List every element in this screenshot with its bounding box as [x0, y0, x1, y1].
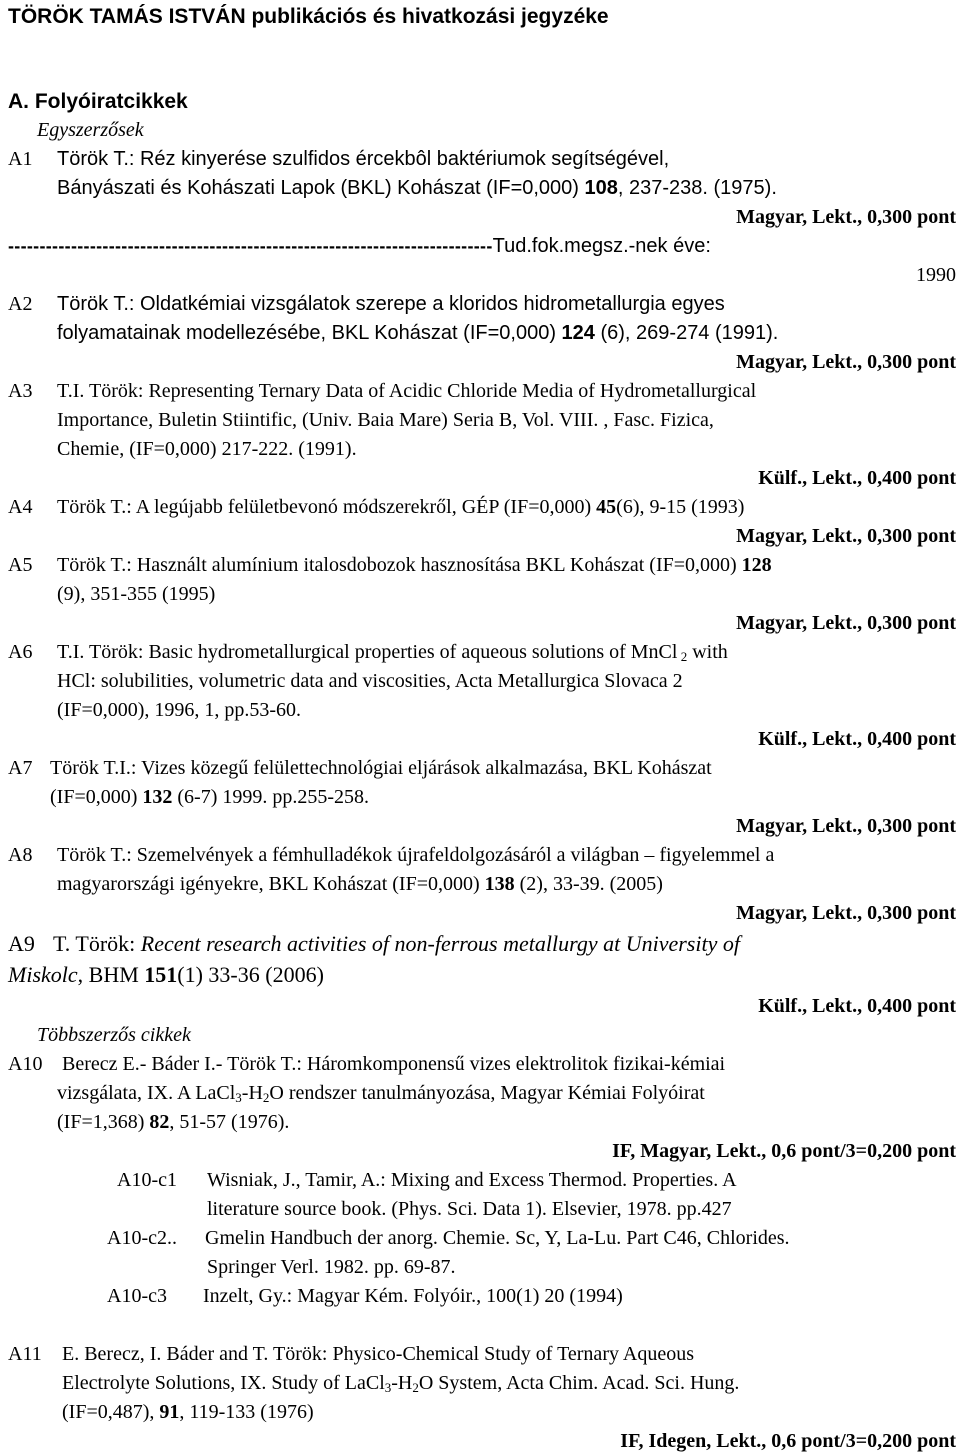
citation-a10-c2-line1: Gmelin Handbuch der anorg. Chemie. Sc, Y, La-Lu. Part C46, Chlorides.	[205, 1227, 790, 1249]
entry-a3-id: A3	[8, 380, 33, 402]
entry-a9-id: A9	[8, 931, 35, 956]
citation-text: (6), 9-15 (1993)	[616, 496, 745, 518]
rating: Külf., Lekt., 0,400 pont	[758, 995, 956, 1017]
entry-a11-line2	[62, 1369, 739, 1398]
degree-year-label: Tud.fok.megsz.-nek éve:	[492, 235, 711, 257]
page-title: TÖRÖK TAMÁS ISTVÁN publikációs és hivatkozási jegyzéke	[8, 5, 609, 28]
volume: 108	[584, 177, 618, 199]
citation-text: : Szemelvények a fémhulladékok újrafeldolgozásáról a világban – figyelemmel a	[126, 844, 775, 866]
entry-a3-line3: Chemie, (IF=0,000) 217-222. (1991).	[57, 438, 357, 460]
entry-a2-line2	[57, 319, 778, 348]
subscript: 2	[677, 649, 688, 664]
citation-text: with	[687, 641, 728, 663]
citation-a10-c1-label: A10-c1	[117, 1169, 177, 1191]
author: Török T.I.	[50, 757, 131, 779]
citation-text: : A legújabb felületbevonó módszerekről, GÉP (IF=0,000)	[126, 496, 597, 518]
entry-a6-line2: HCl: solubilities, volumetric data and viscosities, Acta Metallurgica Slovaca 2	[57, 670, 683, 692]
entry-a9-line1	[53, 929, 740, 958]
volume: 128	[741, 554, 772, 576]
entry-a1-line1: Török T.: Réz kinyerése szulfidos ércekbôl baktériumok segítségével,	[57, 148, 670, 170]
author: Török T.	[57, 844, 127, 866]
citation-text: O System, Acta Chim. Acad. Sci. Hung.	[418, 1372, 740, 1394]
volume: 91	[159, 1401, 180, 1423]
rating: Külf., Lekt., 0,400 pont	[758, 728, 956, 750]
citation-text: -H	[241, 1082, 263, 1104]
entry-a6-id: A6	[8, 641, 33, 663]
entry-a11-id: A11	[8, 1343, 42, 1365]
volume: 151	[144, 962, 178, 987]
rating: Külf., Lekt., 0,400 pont	[758, 467, 956, 489]
author: Török T.	[57, 293, 129, 315]
entry-a10-line3	[57, 1108, 289, 1137]
subscript: 3	[384, 1380, 392, 1395]
volume: 45	[596, 496, 617, 518]
volume: 124	[561, 322, 595, 344]
citation-text: Bányászati és Kohászati Lapok (BKL) Kohászat (IF=0,000)	[57, 177, 585, 199]
volume: 82	[149, 1111, 170, 1133]
entry-a4-id: A4	[8, 496, 33, 518]
volume: 132	[142, 786, 173, 808]
citation-text: : Oldatkémiai vizsgálatok szerepe a kloridos hidrometallurgia egyes	[128, 293, 725, 315]
citation-text: (2), 33-39. (2005)	[514, 873, 663, 895]
citation-text: T.I. Török: Basic hydrometallurgical properties of aqueous solutions of MnCl	[57, 641, 678, 663]
citation-text: (IF=0,487),	[62, 1401, 160, 1423]
citation-a10-c3-label: A10-c3	[107, 1285, 167, 1307]
citation-text: (6-7) 1999. pp.255-258.	[172, 786, 370, 808]
entry-a7-line2	[50, 783, 369, 812]
rating: IF, Magyar, Lekt., 0,6 pont/3=0,200 pont	[612, 1140, 956, 1162]
entry-a4-line1	[57, 493, 744, 522]
entry-a3-line2: Importance, Buletin Stiintific, (Univ. Baia Mare) Seria B, Vol. VIII. , Fasc. Fizica,	[57, 409, 714, 431]
citation-text: vizsgálata, IX. A LaCl	[57, 1082, 236, 1104]
entry-a5-line1	[57, 551, 772, 580]
citation-a10-c1-line1: Wisniak, J., Tamir, A.: Mixing and Excess Thermod. Properties. A	[207, 1169, 737, 1191]
entry-id: A1	[8, 148, 33, 170]
rating: Magyar, Lekt., 0,300 pont	[736, 206, 956, 228]
author: T. Török:	[53, 931, 141, 956]
citation-text: , 119-133 (1976)	[179, 1401, 314, 1423]
degree-year: 1990	[916, 264, 956, 286]
citation-text: (IF=1,368)	[57, 1111, 150, 1133]
subscript: 2	[262, 1090, 270, 1105]
subsection-heading: Egyszerzősek	[37, 119, 144, 141]
rating: Magyar, Lekt., 0,300 pont	[736, 525, 956, 547]
rating: Magyar, Lekt., 0,300 pont	[736, 351, 956, 373]
author: Török T.	[57, 496, 127, 518]
citation-text: -H	[391, 1372, 413, 1394]
entry-a5-id: A5	[8, 554, 33, 576]
citation-text: : Vizes közegű felülettechnológiai eljárások alkalmazása, BKL Kohászat	[130, 757, 712, 779]
article-title: Miskolc	[8, 962, 78, 987]
citation-a10-c3-line1: Inzelt, Gy.: Magyar Kém. Folyóir., 100(1) 20 (1994)	[203, 1285, 623, 1307]
citation-a10-c1-line2: literature source book. (Phys. Sci. Data 1). Elsevier, 1978. pp.427	[207, 1198, 732, 1220]
citation-text: Electrolyte Solutions, IX. Study of LaCl	[62, 1372, 385, 1394]
entry-a7-id: A7	[8, 757, 33, 779]
citation-a10-c2-label: A10-c2..	[107, 1227, 177, 1249]
section-heading: A. Folyóiratcikkek	[8, 90, 188, 113]
entry-a1-line2	[57, 174, 777, 203]
entry-a8-line1	[57, 841, 774, 870]
entry-a6-line1	[57, 638, 728, 667]
entry-a1	[8, 145, 32, 174]
entry-a3-line1: T.I. Török: Representing Ternary Data of Acidic Chloride Media of Hydrometallurgical	[57, 380, 757, 402]
citation-text: (6), 269-274 (1991).	[594, 322, 779, 344]
citation-a10-c2-line2: Springer Verl. 1982. pp. 69-87.	[207, 1256, 456, 1278]
entry-a8-line2	[57, 870, 663, 899]
volume: 138	[484, 873, 515, 895]
subsection-heading: Többszerzős cikkek	[37, 1024, 191, 1046]
entry-a9-line2	[8, 960, 324, 989]
entry-a7-line1	[50, 754, 712, 783]
article-title: Recent research activities of non-ferrous metallurgy at University of	[140, 931, 740, 956]
author: Török T.	[57, 554, 127, 576]
citation-text: (1) 33-36 (2006)	[177, 962, 324, 987]
rating: Magyar, Lekt., 0,300 pont	[736, 815, 956, 837]
rating: Magyar, Lekt., 0,300 pont	[736, 902, 956, 924]
citation-text: , 51-57 (1976).	[169, 1111, 290, 1133]
subscript: 3	[235, 1090, 242, 1105]
entry-a5-line2: (9), 351-355 (1995)	[57, 583, 216, 605]
citation-text: , 237-238. (1975).	[617, 177, 777, 199]
entry-a6-line3: (IF=0,000), 1996, 1, pp.53-60.	[57, 699, 302, 721]
citation-text: folyamatainak modellezésébe, BKL Kohászat (IF=0,000)	[57, 322, 562, 344]
citation-text: (IF=0,000)	[50, 786, 143, 808]
entry-a8-id: A8	[8, 844, 33, 866]
rating: IF, Idegen, Lekt., 0,6 pont/3=0,200 pont	[620, 1430, 956, 1452]
dash-rule: -----------------------------------------------------------------------------	[8, 236, 493, 256]
entry-a10-line1: Berecz E.- Báder I.- Török T.: Háromkomponensű vizes elektrolitok fizikai-kémiai	[62, 1053, 726, 1075]
citation-text: : Használt alumínium italosdobozok hasznosítása BKL Kohászat (IF=0,000)	[126, 554, 742, 576]
entry-a2-id: A2	[8, 293, 33, 315]
citation-text: O rendszer tanulmányozása, Magyar Kémiai Folyóirat	[269, 1082, 705, 1104]
subscript: 2	[412, 1380, 419, 1395]
entry-a10-line2	[57, 1079, 705, 1108]
separator-line	[8, 232, 711, 261]
rating: Magyar, Lekt., 0,300 pont	[736, 612, 956, 634]
entry-a2-line1	[57, 290, 725, 319]
citation-text: magyarországi igényekre, BKL Kohászat (IF=0,000)	[57, 873, 485, 895]
citation-text: , BHM	[77, 962, 145, 987]
entry-a11-line1: E. Berecz, I. Báder and T. Török: Physico-Chemical Study of Ternary Aqueous	[62, 1343, 694, 1365]
entry-a11-line3	[62, 1398, 314, 1427]
entry-a10-id: A10	[8, 1053, 43, 1075]
